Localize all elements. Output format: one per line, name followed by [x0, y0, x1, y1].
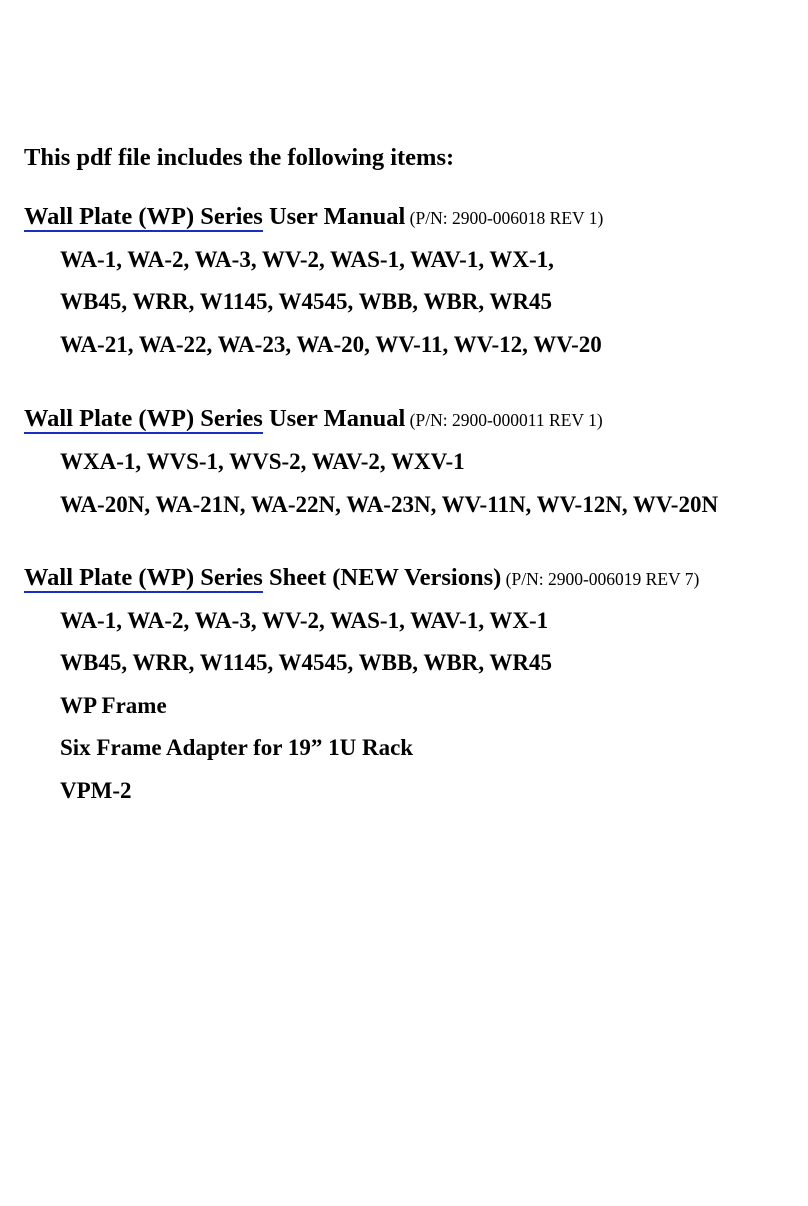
item-line: WA-1, WA-2, WA-3, WV-2, WAS-1, WAV-1, WX-1, — [60, 247, 554, 272]
series-link-2[interactable]: Wall Plate (WP) Series — [24, 405, 263, 432]
section-part-number-1: (P/N: 2900-006018 REV 1) — [405, 208, 604, 228]
series-link-3[interactable]: Wall Plate (WP) Series — [24, 564, 263, 591]
section-title-3 — [24, 562, 699, 595]
page-heading: This pdf file includes the following items: — [24, 144, 455, 171]
section-part-number-2: (P/N: 2900-000011 REV 1) — [405, 410, 603, 430]
item-line: WA-20N, WA-21N, WA-22N, WA-23N, WV-11N, WV-12N, WV-20N — [60, 492, 719, 517]
item-line: WB45, WRR, W1145, W4545, WBB, WBR, WR45 — [60, 650, 553, 675]
item-line: WA-1, WA-2, WA-3, WV-2, WAS-1, WAV-1, WX-1 — [60, 608, 549, 633]
section-doc-type-3: Sheet (NEW Versions) — [262, 564, 502, 591]
section-title-1 — [24, 201, 603, 234]
item-line: WB45, WRR, W1145, W4545, WBB, WBR, WR45 — [60, 289, 553, 314]
item-line: Six Frame Adapter for 19” 1U Rack — [60, 735, 414, 760]
section-doc-type-2: User Manual — [262, 405, 406, 432]
item-line: WP Frame — [60, 693, 167, 718]
item-line: VPM-2 — [60, 778, 132, 803]
item-line: WA-21, WA-22, WA-23, WA-20, WV-11, WV-12, WV-20 — [60, 332, 602, 357]
section-title-2 — [24, 403, 603, 436]
section-part-number-3: (P/N: 2900-006019 REV 7) — [501, 569, 700, 589]
series-link-1[interactable]: Wall Plate (WP) Series — [24, 203, 263, 230]
item-line: WXA-1, WVS-1, WVS-2, WAV-2, WXV-1 — [60, 449, 465, 474]
section-doc-type-1: User Manual — [262, 203, 406, 230]
